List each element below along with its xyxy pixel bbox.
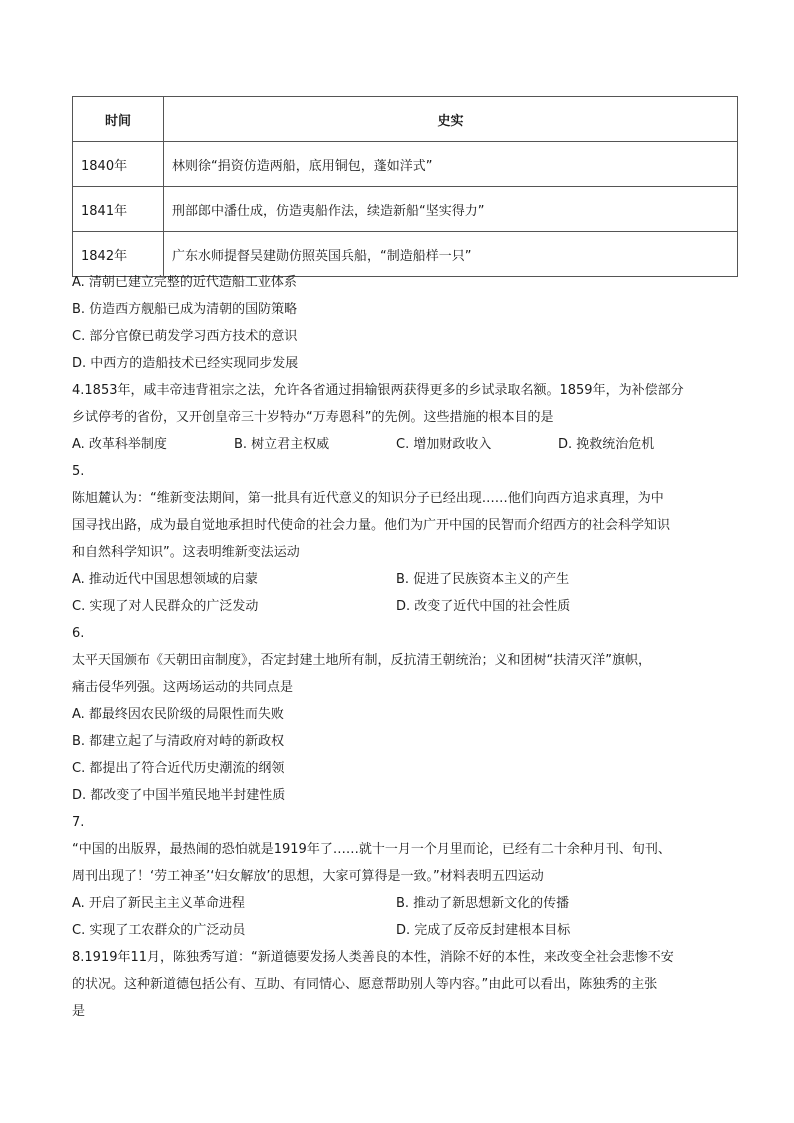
q5-option-a: A. 推动近代中国思想领域的启蒙 [72, 572, 258, 587]
history-facts-table [72, 96, 738, 277]
cell-year: 1841年 [73, 187, 164, 232]
cell-fact: 广东水师提督吴建勋仿照英国兵船，“制造船样一只” [164, 232, 738, 277]
cell-fact: 刑部郎中潘仕成，仿造夷船作法，续造新船“坚实得力” [164, 187, 738, 232]
q3-option-d: D. 中西方的造船技术已经实现同步发展 [72, 356, 299, 371]
q6-stem-line2: 痛击侵华列强。这两场运动的共同点是 [72, 680, 294, 695]
cell-year: 1840年 [73, 142, 164, 187]
header-time: 时间 [73, 97, 164, 142]
q3-option-b: B. 仿造西方舰船已成为清朝的国防策略 [72, 302, 298, 317]
q7-stem-line1: “中国的出版界，最热闹的恐怕就是1919年了……就十一月一个月里而论，已经有二十余种月刊、旬刊、 [72, 842, 671, 857]
q4-option-b: B. 树立君主权威 [234, 437, 330, 452]
q6-number: 6. [72, 626, 85, 641]
q6-stem-line1: 太平天国颁布《天朝田亩制度》，否定封建土地所有制，反抗清王朝统治；义和团树“扶清灭洋”旗帜， [72, 653, 651, 668]
q6-option-c: C. 都提出了符合近代历史潮流的纲领 [72, 761, 285, 776]
cell-fact: 林则徐“捐资仿造两船，底用铜包，蓬如洋式” [164, 142, 738, 187]
q7-number: 7. [72, 815, 85, 830]
q4-stem-line1: 4.1853年，咸丰帝违背祖宗之法，允许各省通过捐输银两获得更多的乡试录取名额。1859年，为补偿部分 [72, 383, 684, 398]
header-fact: 史实 [164, 97, 738, 142]
cell-year: 1842年 [73, 232, 164, 277]
q5-number: 5. [72, 464, 85, 479]
q7-option-c: C. 实现了工农群众的广泛动员 [72, 923, 246, 938]
q5-stem-line1: 陈旭麓认为：“维新变法期间，第一批具有近代意义的知识分子已经出现……他们向西方追求真理，为中 [72, 491, 664, 506]
table-header-row [73, 97, 738, 142]
q3-option-a: A. 清朝已建立完整的近代造船工业体系 [72, 275, 297, 290]
q4-option-a: A. 改革科举制度 [72, 437, 167, 452]
q6-option-b: B. 都建立起了与清政府对峙的新政权 [72, 734, 285, 749]
q6-option-a: A. 都最终因农民阶级的局限性而失败 [72, 707, 284, 722]
q5-option-b: B. 促进了民族资本主义的产生 [396, 572, 570, 587]
q7-stem-line2: 周刊出现了！‘劳工神圣’‘妇女解放’的思想，大家可算得是一致。”材料表明五四运动 [72, 869, 544, 884]
q5-stem-line3: 和自然科学知识”。这表明维新变法运动 [72, 545, 300, 560]
q8-stem-line3: 是 [72, 1004, 86, 1019]
table-row [73, 142, 738, 187]
q7-option-b: B. 推动了新思想新文化的传播 [396, 896, 570, 911]
q3-option-c: C. 部分官僚已萌发学习西方技术的意识 [72, 329, 298, 344]
q7-option-d: D. 完成了反帝反封建根本目标 [396, 923, 571, 938]
q5-stem-line2: 国寻找出路，成为最自觉地承担时代使命的社会力量。他们为广开中国的民智而介绍西方的社会科学知识 [72, 518, 671, 533]
q4-option-c: C. 增加财政收入 [396, 437, 492, 452]
q5-option-c: C. 实现了对人民群众的广泛发动 [72, 599, 259, 614]
q6-option-d: D. 都改变了中国半殖民地半封建性质 [72, 788, 286, 803]
q4-option-d: D. 挽救统治危机 [558, 437, 655, 452]
q7-option-a: A. 开启了新民主主义革命进程 [72, 896, 245, 911]
q4-stem-line2: 乡试停考的省份，又开创皇帝三十岁特办“万寿恩科”的先例。这些措施的根本目的是 [72, 410, 554, 425]
q8-stem-line2: 的状况。这种新道德包括公有、互助、有同情心、愿意帮助别人等内容。”由此可以看出，陈独秀的主张 [72, 977, 658, 992]
table-row [73, 187, 738, 232]
q5-option-d: D. 改变了近代中国的社会性质 [396, 599, 571, 614]
q8-stem-line1: 8.1919年11月，陈独秀写道：“新道德要发扬人类善良的本性，消除不好的本性，来改变全社会悲惨不安 [72, 950, 674, 965]
